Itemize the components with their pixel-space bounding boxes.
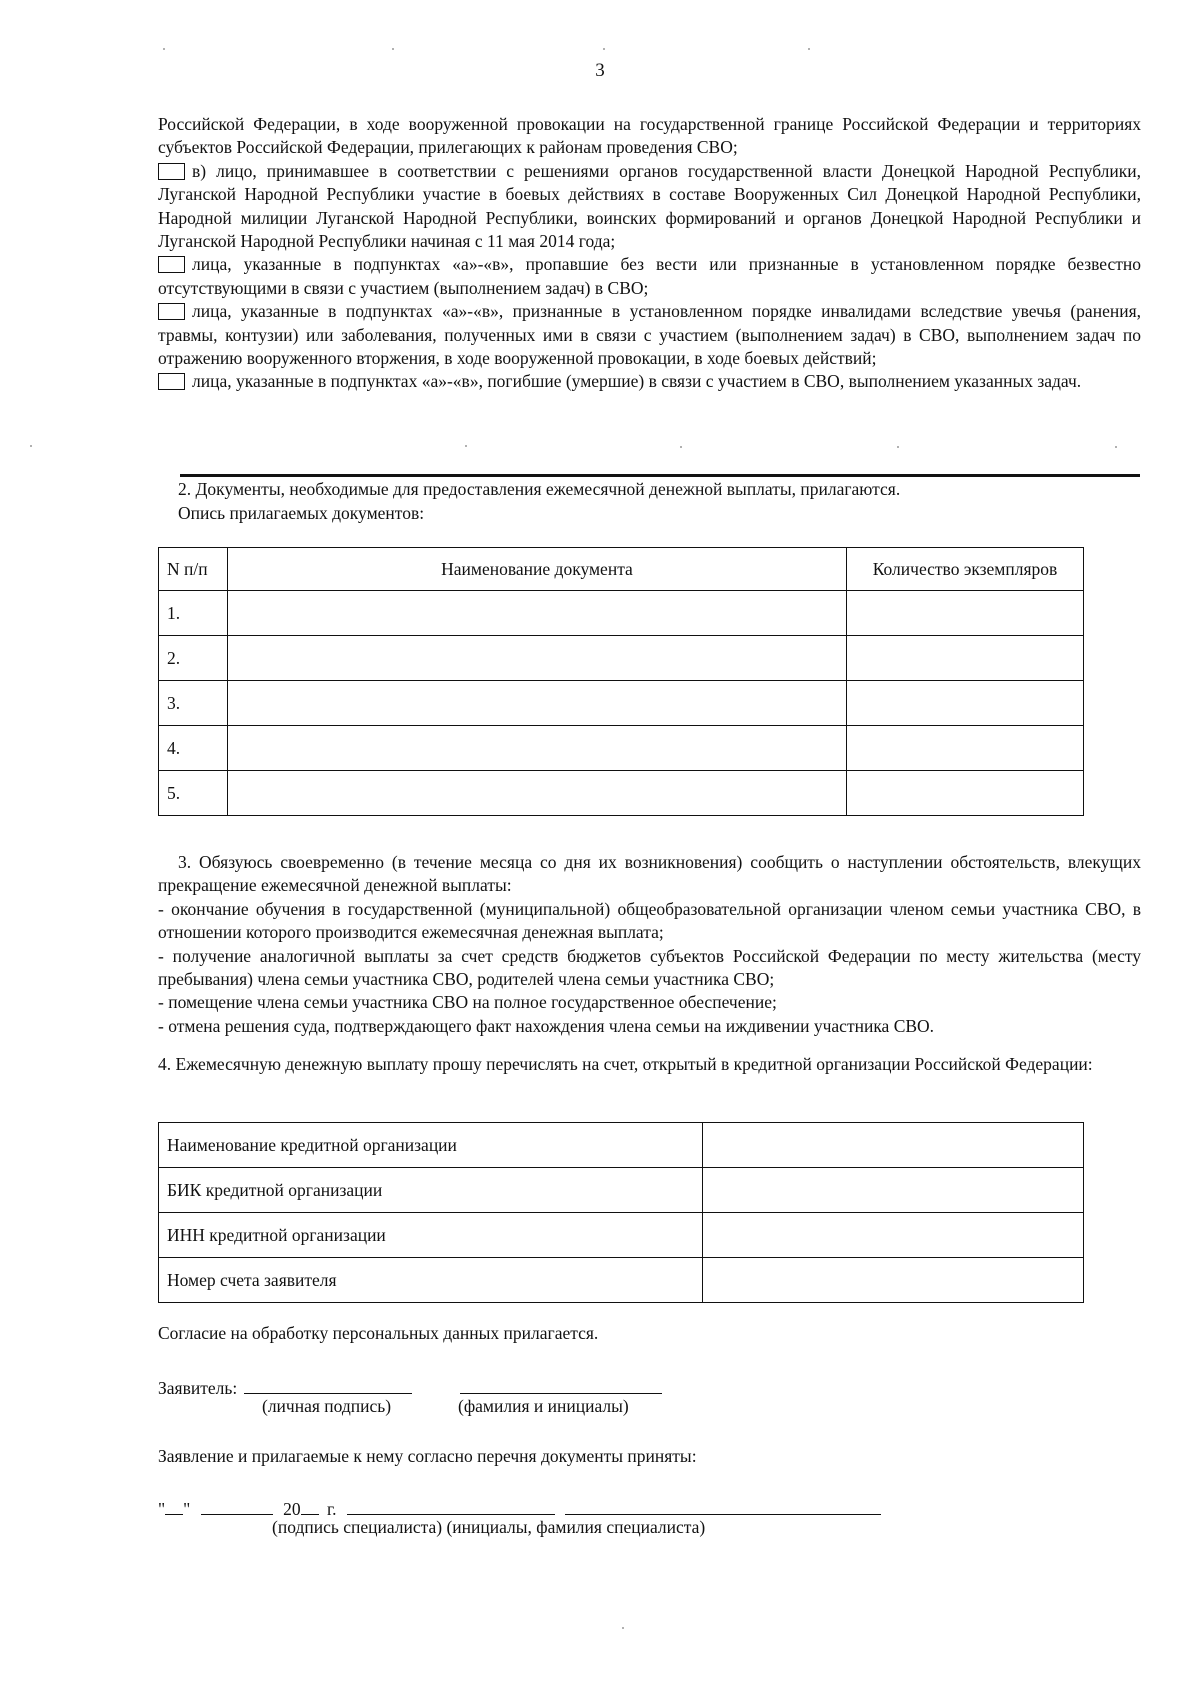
- section-4-text: 4. Ежемесячную денежную выплату прошу перечислять на счет, открытый в кредитной организации Российской Федерации:: [158, 1054, 1093, 1074]
- header-document-name: Наименование документа: [228, 548, 847, 591]
- scan-speck: [808, 48, 810, 50]
- section-3-intro: 3. Обязуюсь своевременно (в течение месяца со дня их возникновения) сообщить о наступлении обстоятельств, влекущих прекращение ежемесячной денежной выплаты:: [158, 852, 1141, 896]
- option-disabled: [158, 300, 1141, 370]
- table-row: [159, 1258, 1084, 1303]
- table-row: [159, 681, 1084, 726]
- document-name-cell[interactable]: [228, 771, 847, 816]
- section-3: [158, 851, 1141, 1038]
- applicant-name-line[interactable]: [460, 1375, 662, 1394]
- bik-label: БИК кредитной организации: [159, 1168, 703, 1213]
- obligation-item: - отмена решения суда, подтверждающего факт нахождения члена семьи на иждивении участника СВО.: [158, 1015, 935, 1036]
- table-row: [159, 771, 1084, 816]
- option-v-text: в) лицо, принимавшее в соответствии с решениями органов государственной власти Донецкой Народной Республики, Луганской Народной Республики участие в боевых действиях в составе Вооруженных Сил Донецкой Народной Республики, Народной милиции Луганской Народной Республики, воинских формирований и органов Донецкой Народной Республики и Луганской Народной Республики начиная с 11 мая 2014 года;: [158, 160, 1141, 252]
- option-missing-text: лица, указанные в подпунктах «а»-«в», пропавшие без вести или признанные в установленном порядке безвестно отсутствующими в связи с участием (выполнением задач) в СВО;: [158, 254, 1141, 298]
- year-suffix: г.: [326, 1499, 337, 1519]
- applicant-signature-line[interactable]: [244, 1375, 412, 1394]
- document-name-cell[interactable]: [228, 591, 847, 636]
- scan-speck: [603, 48, 605, 50]
- option-deceased-text: лица, указанные в подпунктах «а»-«в», погибшие (умершие) в связи с участием в СВО, выполнением указанных задач.: [192, 371, 1082, 392]
- row-number: 1.: [159, 591, 228, 636]
- copies-cell[interactable]: [847, 771, 1084, 816]
- bank-name-label: Наименование кредитной организации: [159, 1123, 703, 1168]
- header-copies: Количество экземпляров: [847, 548, 1084, 591]
- specialist-signature-line[interactable]: [347, 1496, 555, 1515]
- option-disabled-text: лица, указанные в подпунктах «а»-«в», признанные в установленном порядке инвалидами вследствие увечья (ранения, травмы, контузии) или заболевания, полученных ими в связи с участием (выполнением задач) в СВО, выполнением задач по отражению вооруженного вторжения, в ходе вооруженной провокации, в ходе боевых действий;: [158, 301, 1141, 369]
- accepted-text: Заявление и прилагаемые к нему согласно перечня документы приняты:: [158, 1446, 697, 1466]
- table-header-row: [159, 548, 1084, 591]
- table-row: [159, 726, 1084, 771]
- day-field[interactable]: [165, 1496, 183, 1515]
- option-v: [158, 160, 1141, 254]
- obligation-item: - окончание обучения в государственной (муниципальной) общеобразовательной организации членом семьи участника СВО, в отношении которого производится ежемесячная денежная выплата;: [158, 898, 1141, 943]
- obligation-item: - помещение члена семьи участника СВО на полное государственное обеспечение;: [158, 992, 777, 1013]
- applicant-label: Заявитель:: [158, 1378, 238, 1398]
- specialist-name-line[interactable]: [565, 1496, 881, 1515]
- table-row: [159, 1168, 1084, 1213]
- scan-speck: [1115, 446, 1117, 448]
- applicant-name-caption: (фамилия и инициалы): [458, 1396, 629, 1416]
- table-row: [159, 636, 1084, 681]
- scan-speck: [465, 445, 467, 447]
- month-field[interactable]: [201, 1496, 273, 1515]
- section-divider: [180, 474, 1140, 477]
- row-number: 5.: [159, 771, 228, 816]
- copies-cell[interactable]: [847, 681, 1084, 726]
- document-name-cell[interactable]: [228, 681, 847, 726]
- row-number: 2.: [159, 636, 228, 681]
- section-1: [158, 113, 1141, 394]
- section-2-subtitle: Опись прилагаемых документов:: [178, 503, 425, 523]
- copies-cell[interactable]: [847, 636, 1084, 681]
- scan-speck: [622, 1627, 624, 1629]
- bik-field[interactable]: [703, 1168, 1084, 1213]
- bank-details-table: [158, 1122, 1084, 1303]
- row-number: 3.: [159, 681, 228, 726]
- applicant-signature-caption: (личная подпись): [262, 1396, 392, 1416]
- inn-label: ИНН кредитной организации: [159, 1213, 703, 1258]
- scan-speck: [897, 446, 899, 448]
- year-field[interactable]: [301, 1496, 319, 1515]
- inn-field[interactable]: [703, 1213, 1084, 1258]
- checkbox-option-missing[interactable]: [158, 256, 185, 273]
- consent-text: Согласие на обработку персональных данных прилагается.: [158, 1323, 599, 1343]
- quote-open: ": [158, 1499, 166, 1519]
- option-missing: [158, 253, 1141, 300]
- year-prefix: 20: [283, 1499, 301, 1519]
- documents-table: [158, 547, 1084, 816]
- scan-speck: [392, 48, 394, 50]
- option-deceased: [158, 370, 1141, 393]
- checkbox-option-disabled[interactable]: [158, 303, 185, 320]
- page-number: 3: [595, 60, 605, 81]
- section-2-title: 2. Документы, необходимые для предоставления ежемесячной денежной выплаты, прилагаются.: [178, 479, 901, 499]
- section-4-intro: [158, 1053, 1141, 1076]
- header-number: N п/п: [159, 548, 228, 591]
- copies-cell[interactable]: [847, 726, 1084, 771]
- table-row: [159, 1123, 1084, 1168]
- section-1-intro: Российской Федерации, в ходе вооруженной провокации на государственной границе Российской Федерации и территориях субъектов Российской Федерации, прилегающих к районам проведения СВО;: [158, 114, 1141, 158]
- table-row: [159, 1213, 1084, 1258]
- account-number-field[interactable]: [703, 1258, 1084, 1303]
- specialist-caption: (подпись специалиста) (инициалы, фамилия специалиста): [272, 1517, 706, 1537]
- quote-close: ": [183, 1499, 191, 1519]
- checkbox-option-v[interactable]: [158, 163, 185, 180]
- table-row: [159, 591, 1084, 636]
- scan-speck: [680, 446, 682, 448]
- scan-speck: [30, 445, 32, 447]
- obligation-item: - получение аналогичной выплаты за счет средств бюджетов субъектов Российской Федерации по месту жительства (месту пребывания) члена семьи участника СВО, родителей члена семьи участника СВО;: [158, 945, 1141, 990]
- account-number-label: Номер счета заявителя: [159, 1258, 703, 1303]
- document-name-cell[interactable]: [228, 726, 847, 771]
- checkbox-option-deceased[interactable]: [158, 373, 185, 390]
- copies-cell[interactable]: [847, 591, 1084, 636]
- document-name-cell[interactable]: [228, 636, 847, 681]
- bank-name-field[interactable]: [703, 1123, 1084, 1168]
- scan-speck: [163, 48, 165, 50]
- row-number: 4.: [159, 726, 228, 771]
